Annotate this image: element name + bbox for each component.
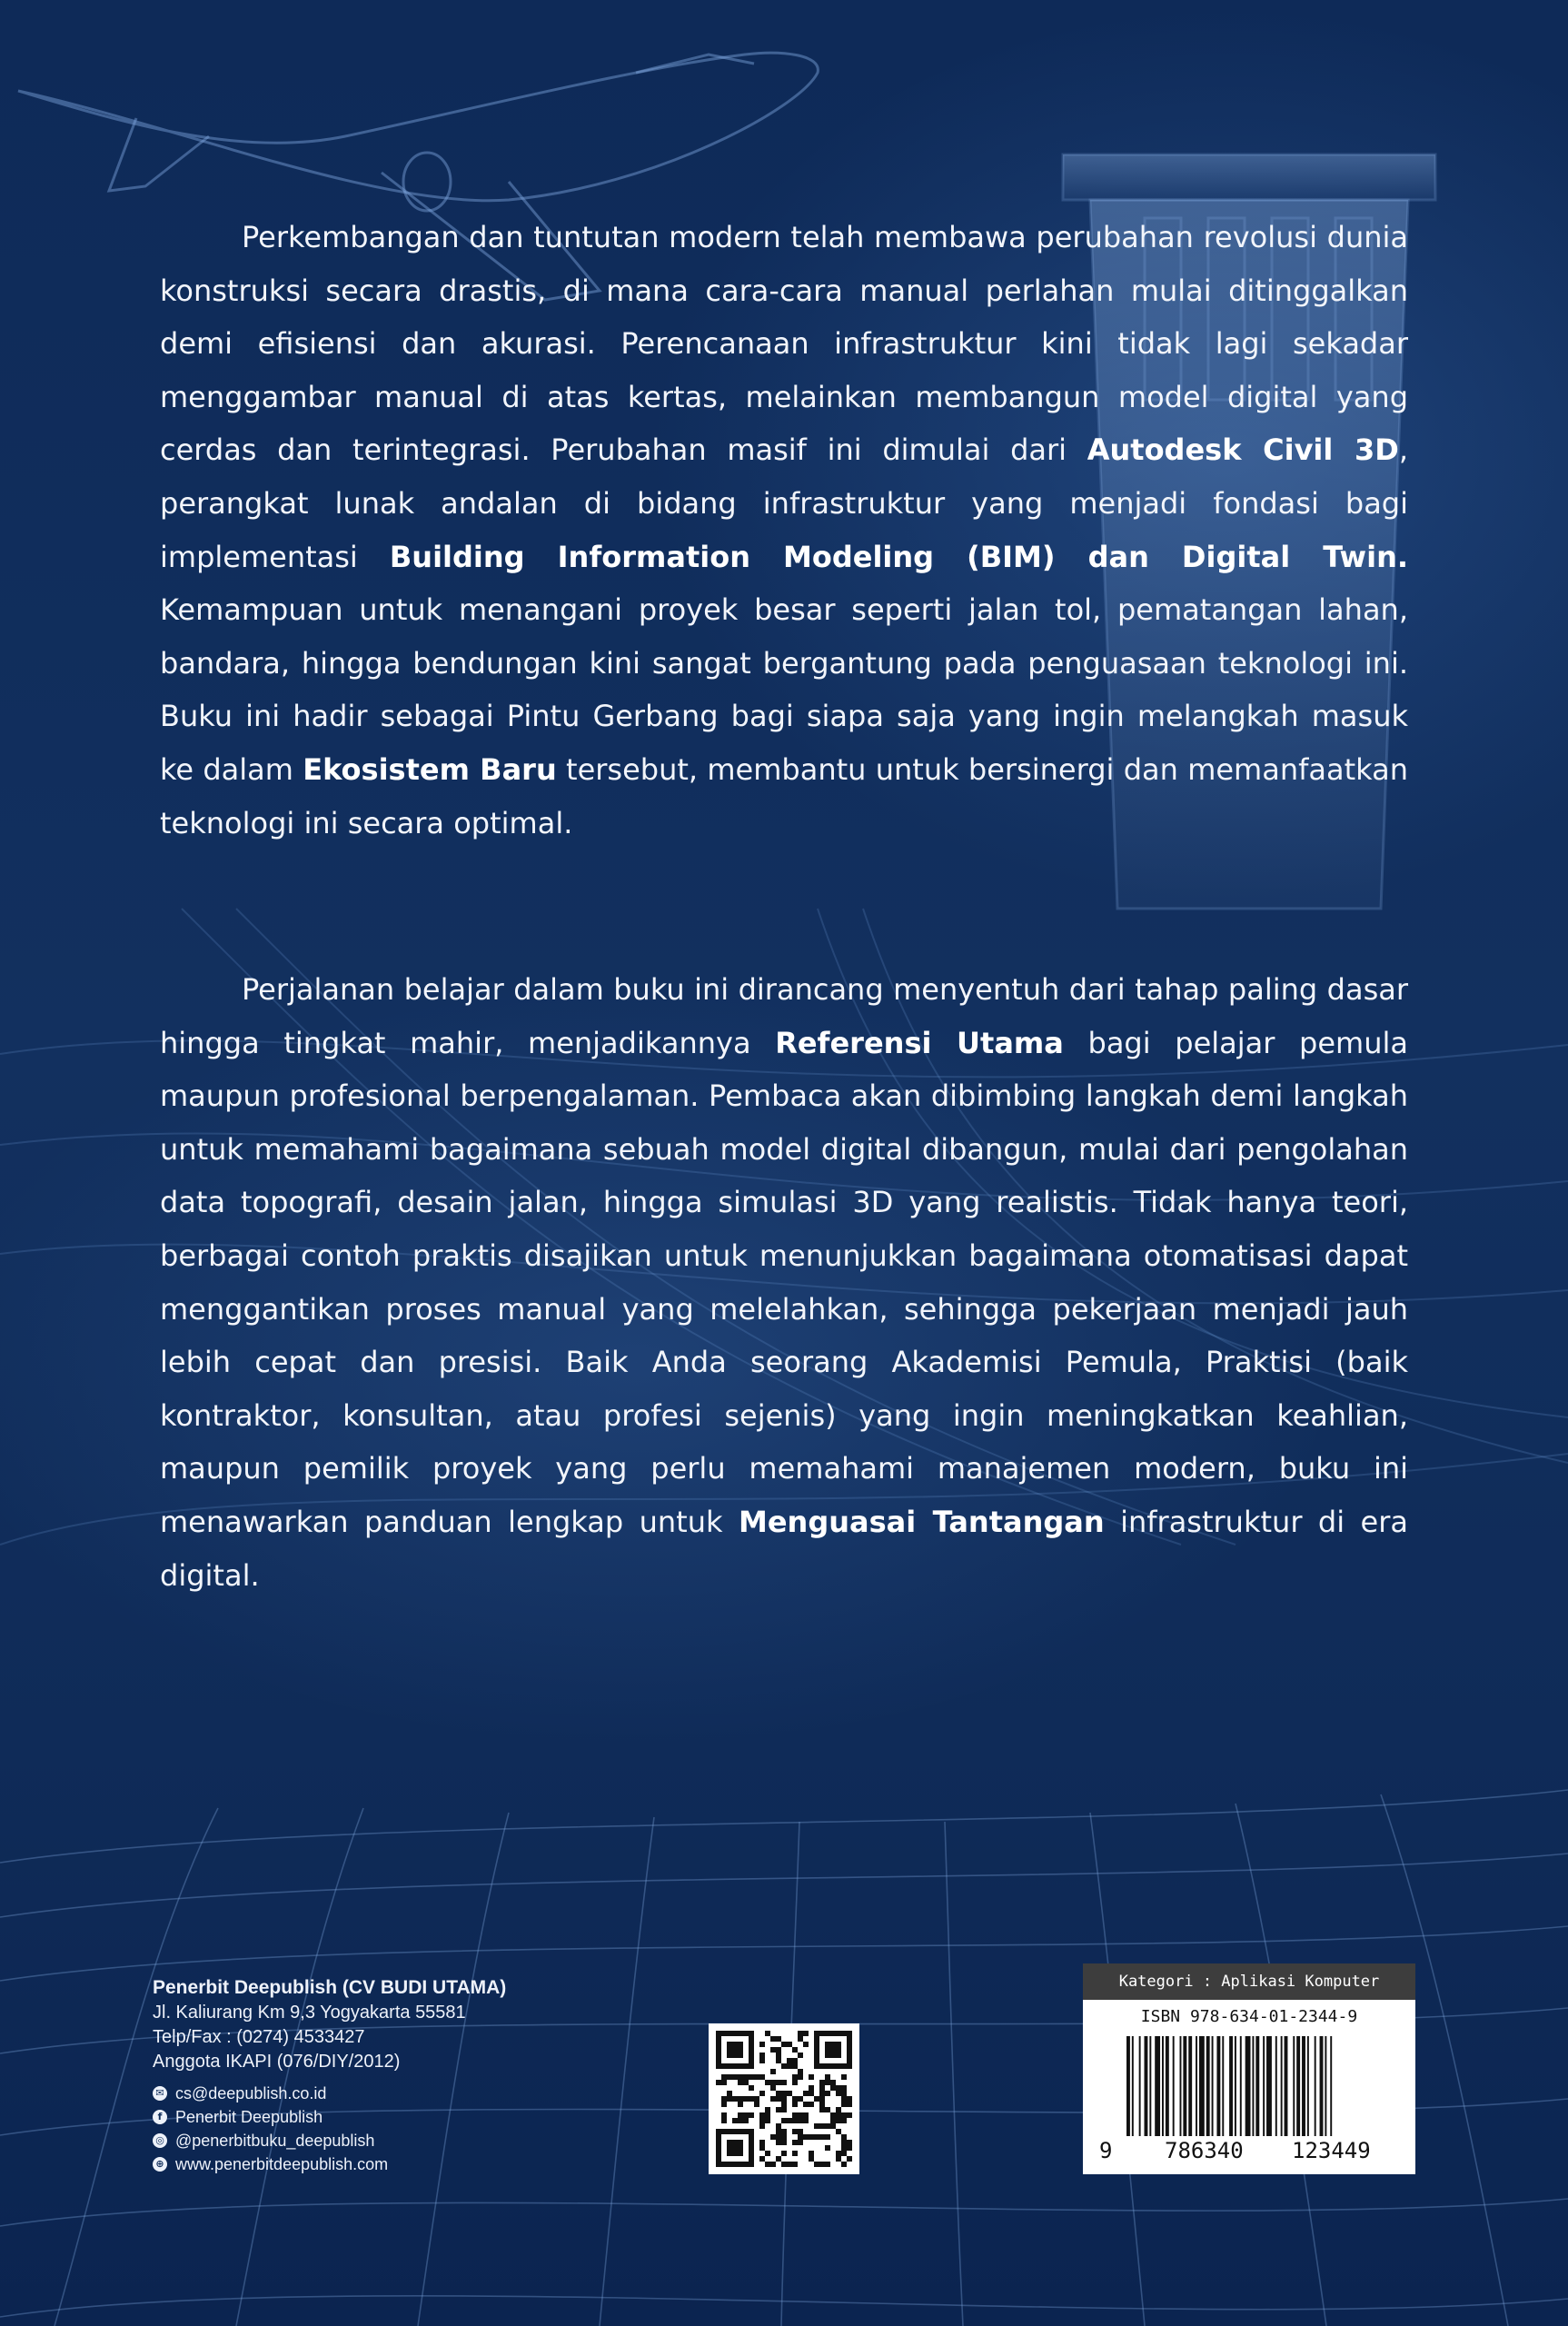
text-run: tersebut, membantu untuk bersinergi dan memanfaatkan teknologi ini secara optimal. <box>160 751 1409 840</box>
email-icon: ✉ <box>153 2086 167 2101</box>
contact-facebook-text: Penerbit Deepublish <box>175 2107 323 2126</box>
contact-facebook <box>153 2105 625 2129</box>
barcode-box <box>1083 2000 1415 2174</box>
bold-phrase: Referensi Utama <box>775 1025 1064 1060</box>
contact-email-text: cs@deepublish.co.id <box>175 2083 327 2102</box>
contact-website-text: www.penerbitdeepublish.com <box>175 2154 389 2173</box>
publisher-address: Jl. Kaliurang Km 9,3 Yogyakarta 55581 <box>153 2003 466 2023</box>
blurb-paragraph-1 <box>160 211 1408 850</box>
isbn-block <box>1083 1963 1415 2174</box>
bold-phrase: Building Information Modeling (BIM) dan Digital Twin. <box>389 539 1409 574</box>
publisher-phone: Telp/Fax : (0274) 4533427 <box>153 2027 365 2047</box>
blurb-paragraph-2 <box>160 963 1408 1602</box>
text-run: infrastruktur di era digital. <box>160 1504 1409 1593</box>
text-run: bagi pelajar pemula maupun profesional berpengalaman. Pembaca akan dibimbing langkah demi langkah untuk memahami bagaimana sebuah model digital dibangun, mulai dari pengolahan data topografi, desain jalan, hingga simulasi 3D yang realistis. Tidak hanya teori, berbagai contoh praktis disajikan untuk menunjukkan bagaimana otomatisasi dapat menggantikan proses manual yang melelahkan, sehingga pekerjaan menjadi jauh lebih cepat dan presisi. Baik Anda seorang Akademisi Pemula, Praktisi (baik kontraktor, konsultan, atau profesi sejenis) yang ingin meningkatkan keahlian, maupun pemilik proyek yang perlu memahami manajemen modern, buku ini menawarkan panduan lengkap untuk <box>160 1025 1409 1539</box>
facebook-icon: f <box>153 2110 167 2124</box>
bold-phrase: Autodesk Civil 3D <box>1087 432 1399 468</box>
globe-icon: ⊕ <box>153 2157 167 2172</box>
qr-code <box>709 2023 859 2174</box>
contact-instagram <box>153 2129 625 2152</box>
contact-email <box>153 2082 625 2105</box>
text-run: Perjalanan belajar dalam buku ini dirancang menyentuh dari tahap paling dasar hingga tingkat mahir, menjadikannya <box>160 972 1408 1060</box>
publisher-info <box>153 1975 625 2176</box>
bold-phrase: Menguasai Tantangan <box>738 1504 1105 1539</box>
instagram-icon: ◎ <box>153 2133 167 2148</box>
category-label: Kategori : Aplikasi Komputer <box>1083 1963 1415 2000</box>
barcode-left-digits: 786340 <box>1165 2138 1244 2163</box>
contact-list <box>153 2082 625 2176</box>
publisher-name: Penerbit Deepublish (CV BUDI UTAMA) <box>153 1977 507 1998</box>
text-run: Kemampuan untuk menangani proyek besar seperti jalan tol, pematangan lahan, bandara, hingga bendungan kini sangat bergantung pada penguasaan teknologi ini. Buku ini hadir sebagai Pintu Gerbang bagi siapa saja yang ingin melangkah masuk ke dalam <box>160 592 1408 787</box>
publisher-ikapi: Anggota IKAPI (076/DIY/2012) <box>153 2052 401 2072</box>
bold-phrase: Ekosistem Baru <box>303 751 557 787</box>
contact-website <box>153 2152 625 2176</box>
barcode-right-digits: 123449 <box>1292 2138 1371 2163</box>
text-run: , perangkat lunak andalan di bidang infrastruktur yang menjadi fondasi bagi implementasi <box>160 432 1409 574</box>
contact-instagram-text: @penerbitbuku_deepublish <box>175 2131 375 2150</box>
barcode-lead-digit: 9 <box>1099 2138 1113 2163</box>
isbn-number: ISBN 978-634-01-2344-9 <box>1140 2007 1358 2026</box>
text-run: Perkembangan dan tuntutan modern telah membawa perubahan revolusi dunia konstruksi secara drastis, di mana cara-cara manual perlahan mulai ditinggalkan demi efisiensi dan akurasi. Perencanaan infrastruktur kini tidak lagi sekadar menggambar manual di atas kertas, melainkan membangun model digital yang cerdas dan terintegrasi. Perubahan masif ini dimulai dari <box>160 220 1408 468</box>
barcode <box>1126 2036 1390 2154</box>
